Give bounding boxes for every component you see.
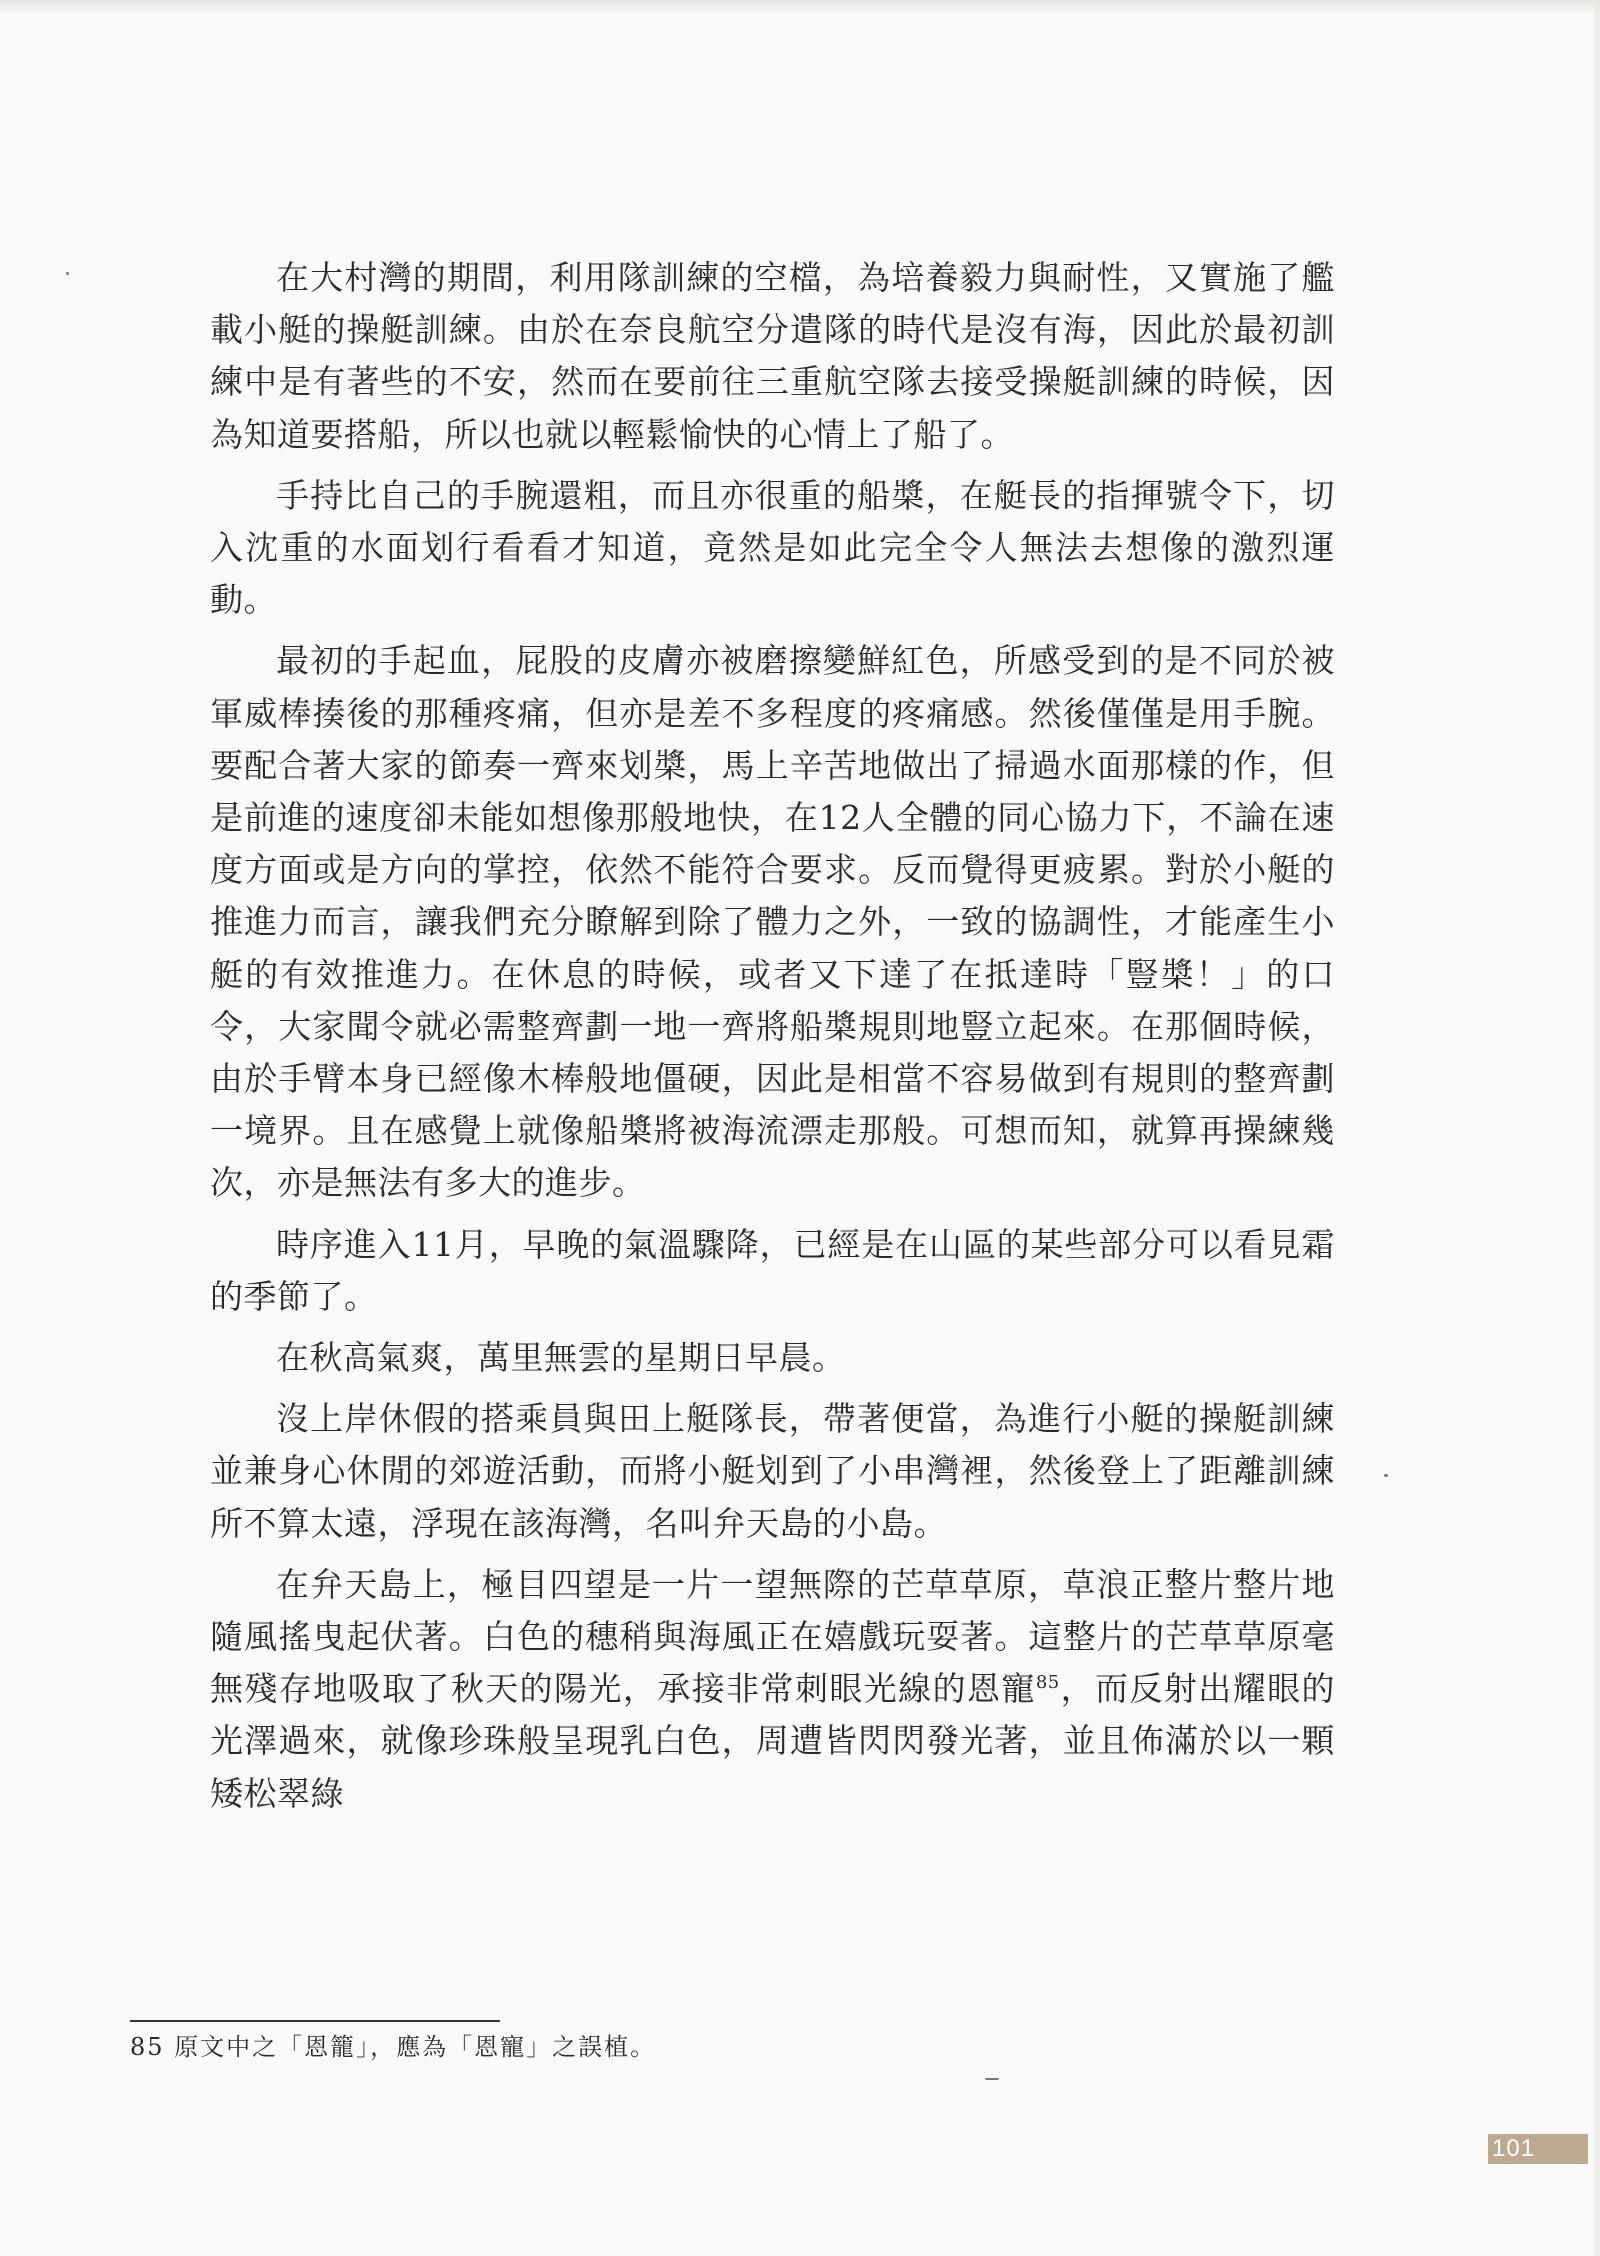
- paragraph-3: 最初的手起血，屁股的皮膚亦被磨擦變鮮紅色，所感受到的是不同於被軍威棒揍後的那種疼痛，但亦是差不多程度的疼痛感。然後僅僅是用手腕。要配合著大家的節奏一齊來划槳，馬上辛苦地做出了掃過水面那樣的作，但是前進的速度卻未能如想像那般地快，在12人全體的同心協力下，不論在速度方面或是方向的掌控，依然不能符合要求。反而覺得更疲累。對於小艇的推進力而言，讓我們充分瞭解到除了體力之外，一致的協調性，才能產生小艇的有效推進力。在休息的時候，或者又下達了在抵達時「豎槳！」的口令，大家聞令就必需整齊劃一地一齊將船槳規則地豎立起來。在那個時候，由於手臂本身已經像木棒般地僵硬，因此是相當不容易做到有規則的整齊劃一境界。且在感覺上就像船槳將被海流漂走那般。可想而知，就算再操練幾次，亦是無法有多大的進步。: [210, 641, 1335, 1203]
- body-text: [210, 252, 1335, 1820]
- page-number: 101: [1492, 2135, 1536, 2162]
- paragraph-6: 沒上岸休假的搭乘員與田上艇隊長，帶著便當，為進行小艇的操艇訓練並兼身心休閒的郊遊活動，而將小艇划到了小串灣裡，然後登上了距離訓練所不算太遠，浮現在該海灣，名叫弁天島的小島。: [210, 1399, 1335, 1543]
- paragraph-2: 手持比自己的手腕還粗，而且亦很重的船槳，在艇長的指揮號令下，切入沈重的水面划行看看才知道，竟然是如此完全令人無法去想像的激烈運動。: [210, 475, 1335, 620]
- paragraph-1: 在大村灣的期間，利用隊訓練的空檔，為培養毅力與耐性，又實施了艦載小艇的操艇訓練。由於在奈良航空分遣隊的時代是沒有海，因此於最初訓練中是有著些的不安，然而在要前往三重航空隊去接受操艇訓練的時候，因為知道要搭船，所以也就以輕鬆愉快的心情上了船了。: [210, 258, 1335, 454]
- paragraph-5: 在秋高氣爽，萬里無雲的星期日早晨。: [276, 1338, 846, 1378]
- footnote: [130, 2030, 656, 2064]
- scan-speck: [985, 2078, 999, 2080]
- paragraph-7: [210, 1559, 1335, 1820]
- scan-speck: [66, 272, 69, 275]
- paragraph-7-text-after: ，而反射出耀眼的光澤過來，就像珍珠般呈現乳白色，周遭皆閃閃發光著，並且佈滿於以一顆矮松翠綠: [210, 1669, 1336, 1813]
- footnote-number: 85: [130, 2033, 165, 2061]
- footnote-text: 原文中之「恩籠」，應為「恩寵」之誤植。: [174, 2033, 657, 2061]
- footnote-divider: [130, 2020, 500, 2022]
- paragraph-4: 時序進入11月，早晚的氣溫驟降，已經是在山區的某些部分可以看見霜的季節了。: [210, 1224, 1335, 1316]
- paragraph-7-text-before: 在弁天島上，極目四望是一片一望無際的芒草草原，草浪正整片整片地隨風搖曳起伏著。白色的穗稍與海風正在嬉戲玩耍著。這整片的芒草草原毫無殘存地吸取了秋天的陽光，承接非常刺眼光線的恩寵: [210, 1564, 1335, 1709]
- scan-top-shadow: [0, 0, 1600, 14]
- footnote-reference: 85: [1035, 1672, 1060, 1694]
- page-number-badge: [1488, 2134, 1588, 2164]
- scan-speck: [1384, 1474, 1388, 1477]
